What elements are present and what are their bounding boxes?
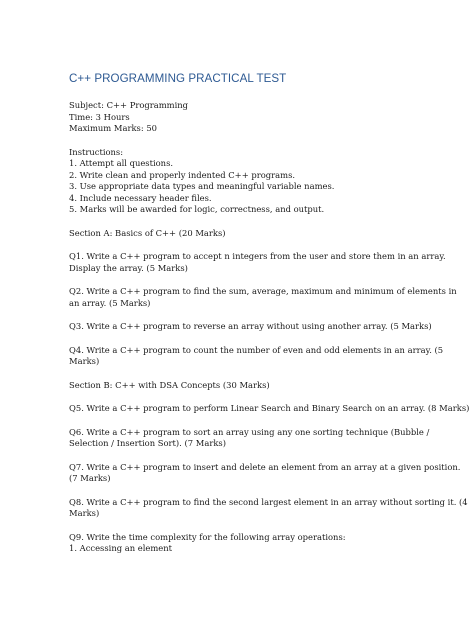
question-line: Q2. Write a C++ program to find the sum, average, maximum and minimum of elements in <box>69 286 457 296</box>
document-content <box>69 72 470 567</box>
exam-meta <box>69 100 411 135</box>
question-line: an array. (5 Marks) <box>69 297 151 308</box>
question-7 <box>69 461 461 485</box>
question-1 <box>69 251 446 274</box>
section-a-heading <box>69 228 411 240</box>
question-line: Marks) <box>69 356 100 366</box>
instruction-item: 5. Marks will be awarded for logic, correctness, and output. <box>69 204 325 214</box>
question-line: Selection / Insertion Sort). (7 Marks) <box>69 438 226 448</box>
question-line: (7 Marks) <box>69 473 111 483</box>
time-line: Time: 3 Hours <box>69 111 130 122</box>
instruction-item: 3. Use appropriate data types and meaningful variable names. <box>69 181 335 191</box>
marks-line: Maximum Marks: 50 <box>69 123 157 133</box>
instruction-item: 4. Include necessary header files. <box>69 192 212 203</box>
question-8 <box>69 496 468 520</box>
instruction-item: 2. Write clean and properly indented C++ programs. <box>69 169 296 180</box>
question-6 <box>69 426 430 450</box>
question-line: Q5. Write a C++ program to perform Linear Search and Binary Search on an array. (8 Marks) <box>69 403 470 413</box>
instructions-heading: Instructions: <box>69 146 124 157</box>
section-b-heading <box>69 380 411 392</box>
question-3 <box>69 321 432 333</box>
question-5 <box>69 403 470 415</box>
subject-line: Subject: C++ Programming <box>69 100 189 110</box>
question-line: Q4. Write a C++ program to count the number of even and odd elements in an array. (5 <box>69 344 444 355</box>
instruction-item: 1. Attempt all questions. <box>69 158 174 168</box>
instructions-block <box>69 147 411 216</box>
section-a-title: Section A: Basics of C++ (20 Marks) <box>69 227 226 238</box>
question-line: Q9. Write the time complexity for the following array operations: <box>69 531 346 542</box>
section-b-title: Section B: C++ with DSA Concepts (30 Marks) <box>69 379 270 390</box>
question-line: Q3. Write a C++ program to reverse an array without using another array. (5 Marks) <box>69 321 432 331</box>
question-line: Marks) <box>69 508 100 518</box>
question-line: Display the array. (5 Marks) <box>69 262 188 273</box>
question-9 <box>69 532 411 555</box>
question-line: Q6. Write a C++ program to sort an array using any one sorting technique (Bubble / <box>69 426 430 437</box>
question-sub-item: 1. Accessing an element <box>69 543 173 553</box>
question-line: Q1. Write a C++ program to accept n integers from the user and store them in an array. <box>69 251 446 261</box>
document-title: C++ PROGRAMMING PRACTICAL TEST <box>69 72 287 85</box>
question-4 <box>69 344 444 368</box>
question-line: Q7. Write a C++ program to insert and delete an element from an array at a given position. <box>69 461 461 472</box>
question-2 <box>69 286 457 309</box>
question-line: Q8. Write a C++ program to find the second largest element in an array without sorting it. (4 <box>69 496 468 507</box>
